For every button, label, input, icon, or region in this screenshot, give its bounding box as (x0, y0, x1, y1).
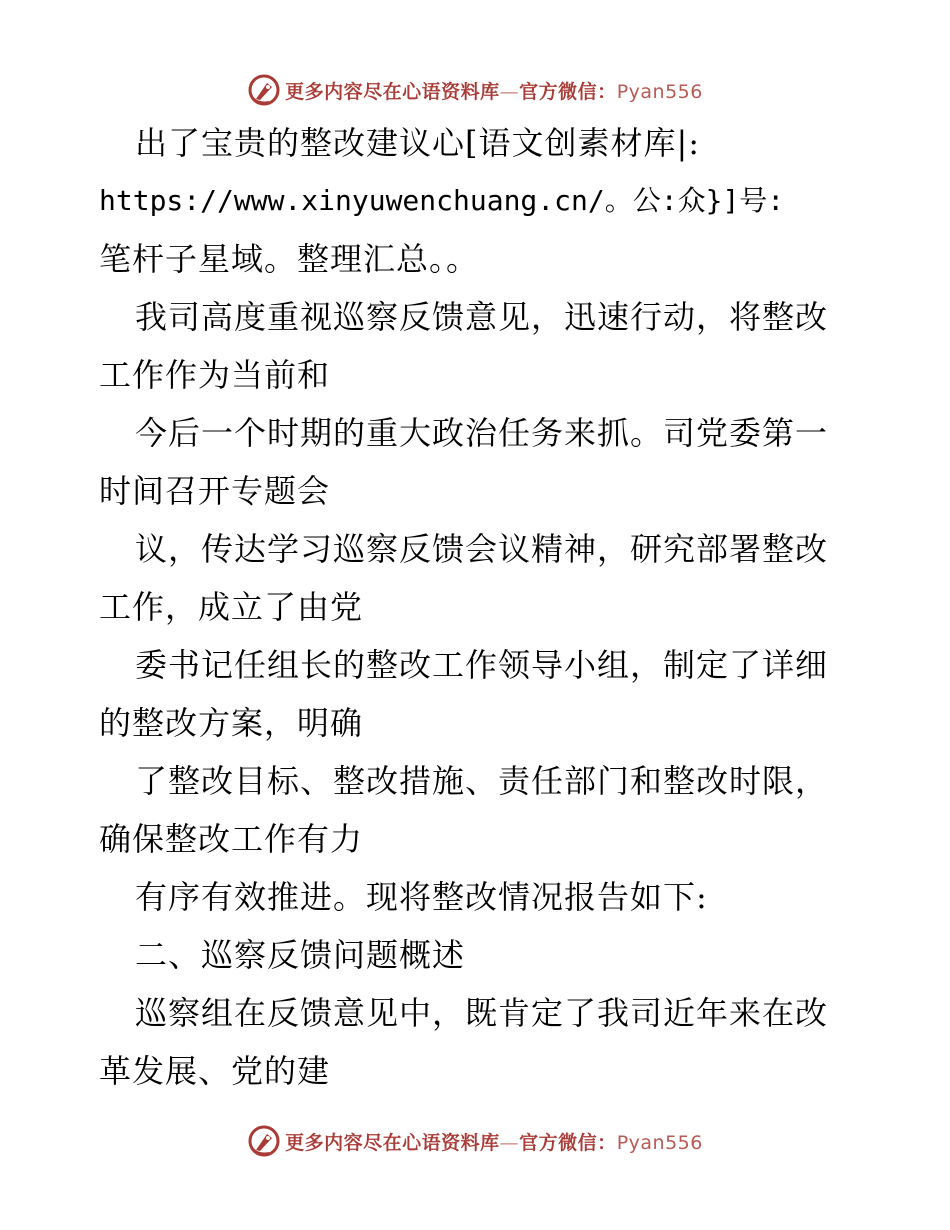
footer-separator: — (499, 1131, 520, 1154)
paragraph-line: 时间召开专题会 (99, 472, 331, 510)
header-banner (0, 70, 950, 110)
paragraph-line: 的整改方案，明确 (99, 704, 364, 742)
footer-site-name: 更多内容尽在心语资料库 (285, 1131, 500, 1154)
paragraph-line: 笔杆子星域。整理汇总。。 (99, 240, 480, 278)
header-separator: — (499, 80, 520, 103)
paragraph-line: 工作，成立了由党 (99, 588, 364, 626)
document-body (99, 114, 859, 1100)
header-wechat-id: Pyan556 (616, 80, 703, 103)
footer-banner-text (285, 1128, 703, 1155)
footer-wechat-label: 官方微信： (519, 1131, 617, 1154)
paragraph-line: 出了宝贵的整改建议心[语文创素材库|: (135, 124, 701, 162)
paragraph-line: 有序有效推进。现将整改情况报告如下: (135, 878, 708, 916)
paragraph-line: 今后一个时期的重大政治任务来抓。司党委第一 (135, 414, 829, 452)
paragraph-line: 委书记任组长的整改工作领导小组，制定了详细 (135, 646, 829, 684)
pen-nib-logo-icon (247, 1124, 281, 1158)
paragraph-line: 我司高度重视巡察反馈意见，迅速行动，将整改 (135, 298, 829, 336)
paragraph-line: 确保整改工作有力 (99, 820, 364, 858)
footer-wechat-id: Pyan556 (616, 1131, 703, 1154)
header-banner-text (285, 77, 703, 104)
section-heading: 二、巡察反馈问题概述 (135, 936, 466, 974)
paragraph-line: 工作作为当前和 (99, 356, 331, 394)
footer-banner (0, 1121, 950, 1161)
pen-nib-logo-icon (247, 73, 281, 107)
paragraph-line: 巡察组在反馈意见中，既肯定了我司近年来在改 (135, 994, 829, 1032)
header-site-name: 更多内容尽在心语资料库 (285, 80, 500, 103)
paragraph-line: 了整改目标、整改措施、责任部门和整改时限， (135, 762, 829, 800)
paragraph-line-url: https://www.xinyuwenchuang.cn/。公:众}]号: (99, 184, 785, 217)
paragraph-line: 议，传达学习巡察反馈会议精神，研究部署整改 (135, 530, 829, 568)
header-wechat-label: 官方微信： (519, 80, 617, 103)
paragraph-line: 革发展、党的建 (99, 1052, 331, 1090)
